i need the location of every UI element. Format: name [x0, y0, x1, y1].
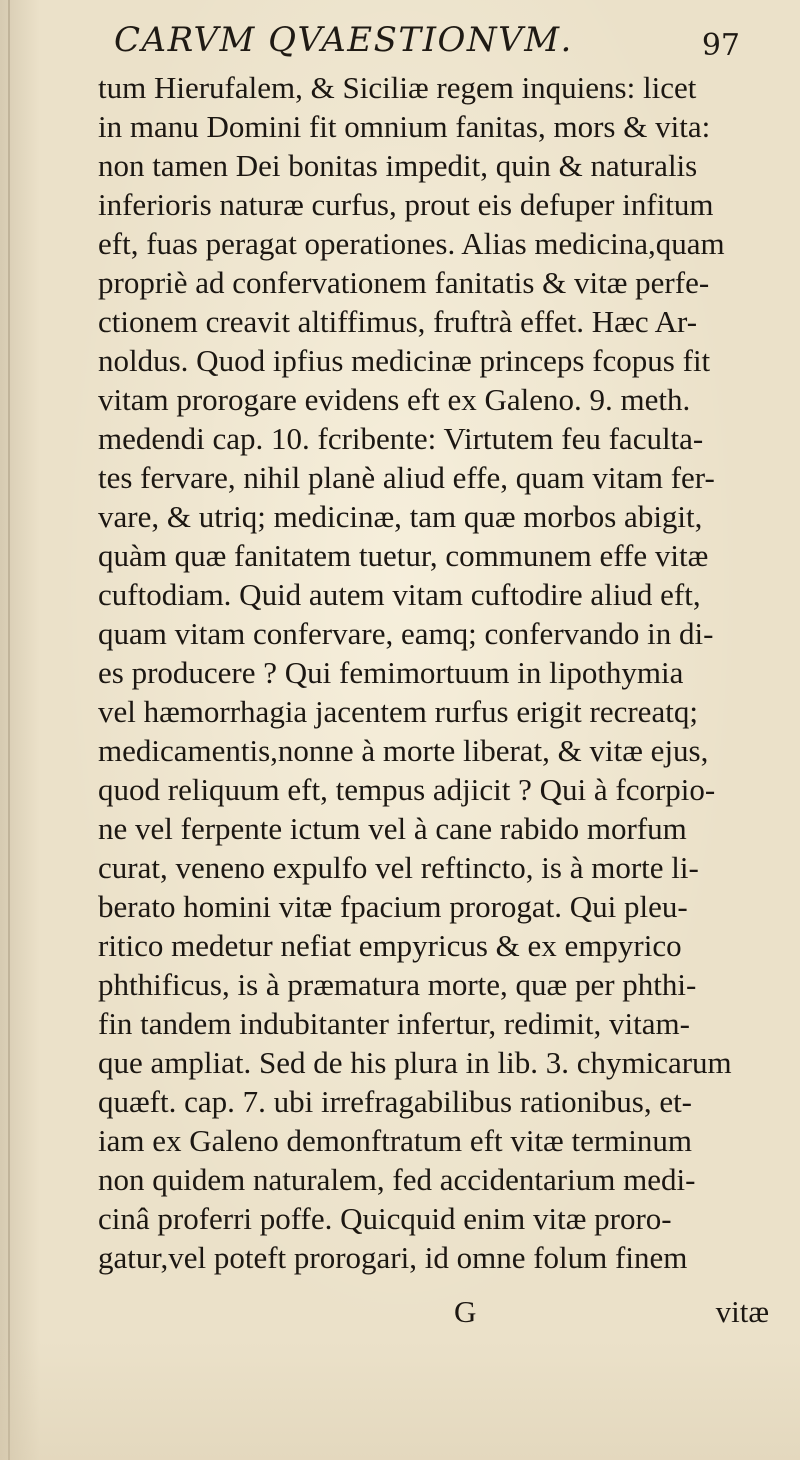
text-line: phthificus, is à præmatura morte, quæ per phthi-	[98, 967, 697, 1002]
text-line: gatur,vel poteft prorogari, id omne folum finem	[98, 1240, 688, 1275]
text-line: que ampliat. Sed de his plura in lib. 3. chymicarum	[98, 1045, 732, 1080]
text-line: non tamen Dei bonitas impedit, quin & naturalis	[98, 148, 698, 183]
text-line: quod reliquum eft, tempus adjicit ? Qui à fcorpio-	[98, 772, 716, 807]
text-line: vare, & utriq; medicinæ, tam quæ morbos abigit,	[98, 499, 703, 534]
text-line: medicamentis,nonne à morte liberat, & vitæ ejus,	[98, 733, 709, 768]
text-line: iam ex Galeno demonftratum eft vitæ terminum	[98, 1123, 693, 1158]
text-line: berato homini vitæ fpacium prorogat. Qui pleu-	[98, 889, 688, 924]
text-line: cinâ proferri poffe. Quicquid enim vitæ proro-	[98, 1201, 672, 1236]
text-line: in manu Domini fit omnium fanitas, mors & vita:	[98, 109, 711, 144]
text-line: cuftodiam. Quid autem vitam cuftodire aliud eft,	[98, 577, 701, 612]
text-line: es producere ? Qui femimortuum in lipothymia	[98, 655, 684, 690]
text-line: vel hæmorrhagia jacentem rurfus erigit recreatq;	[98, 694, 698, 729]
running-head: CARVM QVAESTIONVM.	[114, 20, 573, 60]
catchword: vitæ	[715, 1294, 769, 1329]
text-line: inferioris naturæ curfus, prout eis defuper infitum	[98, 187, 714, 222]
text-line: vitam prorogare evidens eft ex Galeno. 9. meth.	[98, 382, 691, 417]
text-line: ctionem creavit altiffimus, fruftrà effet. Hæc Ar-	[98, 304, 698, 339]
page-header	[100, 14, 740, 66]
text-line: propriè ad confervationem fanitatis & vitæ perfe-	[98, 265, 710, 300]
text-line: curat, veneno expulfo vel reftincto, is à morte li-	[98, 850, 699, 885]
body-text	[98, 68, 783, 1277]
signature-mark: G	[454, 1294, 477, 1329]
text-line: quam vitam confervare, eamq; confervando in di-	[98, 616, 714, 651]
text-line: quæft. cap. 7. ubi irrefragabilibus rationibus, et-	[98, 1084, 693, 1119]
text-line: ne vel ferpente ictum vel à cane rabido morfum	[98, 811, 687, 846]
text-line: non quidem naturalem, fed accidentarium medi-	[98, 1162, 696, 1197]
text-line: eft, fuas peragat operationes. Alias medicina,quam	[98, 226, 725, 261]
text-line: noldus. Quod ipfius medicinæ princeps fcopus fit	[98, 343, 711, 378]
text-line: tes fervare, nihil planè aliud effe, quam vitam fer-	[98, 460, 715, 495]
text-line: quàm quæ fanitatem tuetur, communem effe vitæ	[98, 538, 709, 573]
page-footer	[98, 1294, 783, 1334]
text-line: ritico medetur nefiat empyricus & ex empyrico	[98, 928, 682, 963]
text-line: medendi cap. 10. fcribente: Virtutem feu faculta-	[98, 421, 704, 456]
page-number: 97	[701, 28, 740, 63]
text-line: tum Hierufalem, & Siciliæ regem inquiens: licet	[98, 70, 697, 105]
page-bottom-margin	[0, 1340, 800, 1460]
gutter-shadow	[8, 0, 10, 1460]
text-line: fin tandem indubitanter infertur, redimit, vitam-	[98, 1006, 690, 1041]
